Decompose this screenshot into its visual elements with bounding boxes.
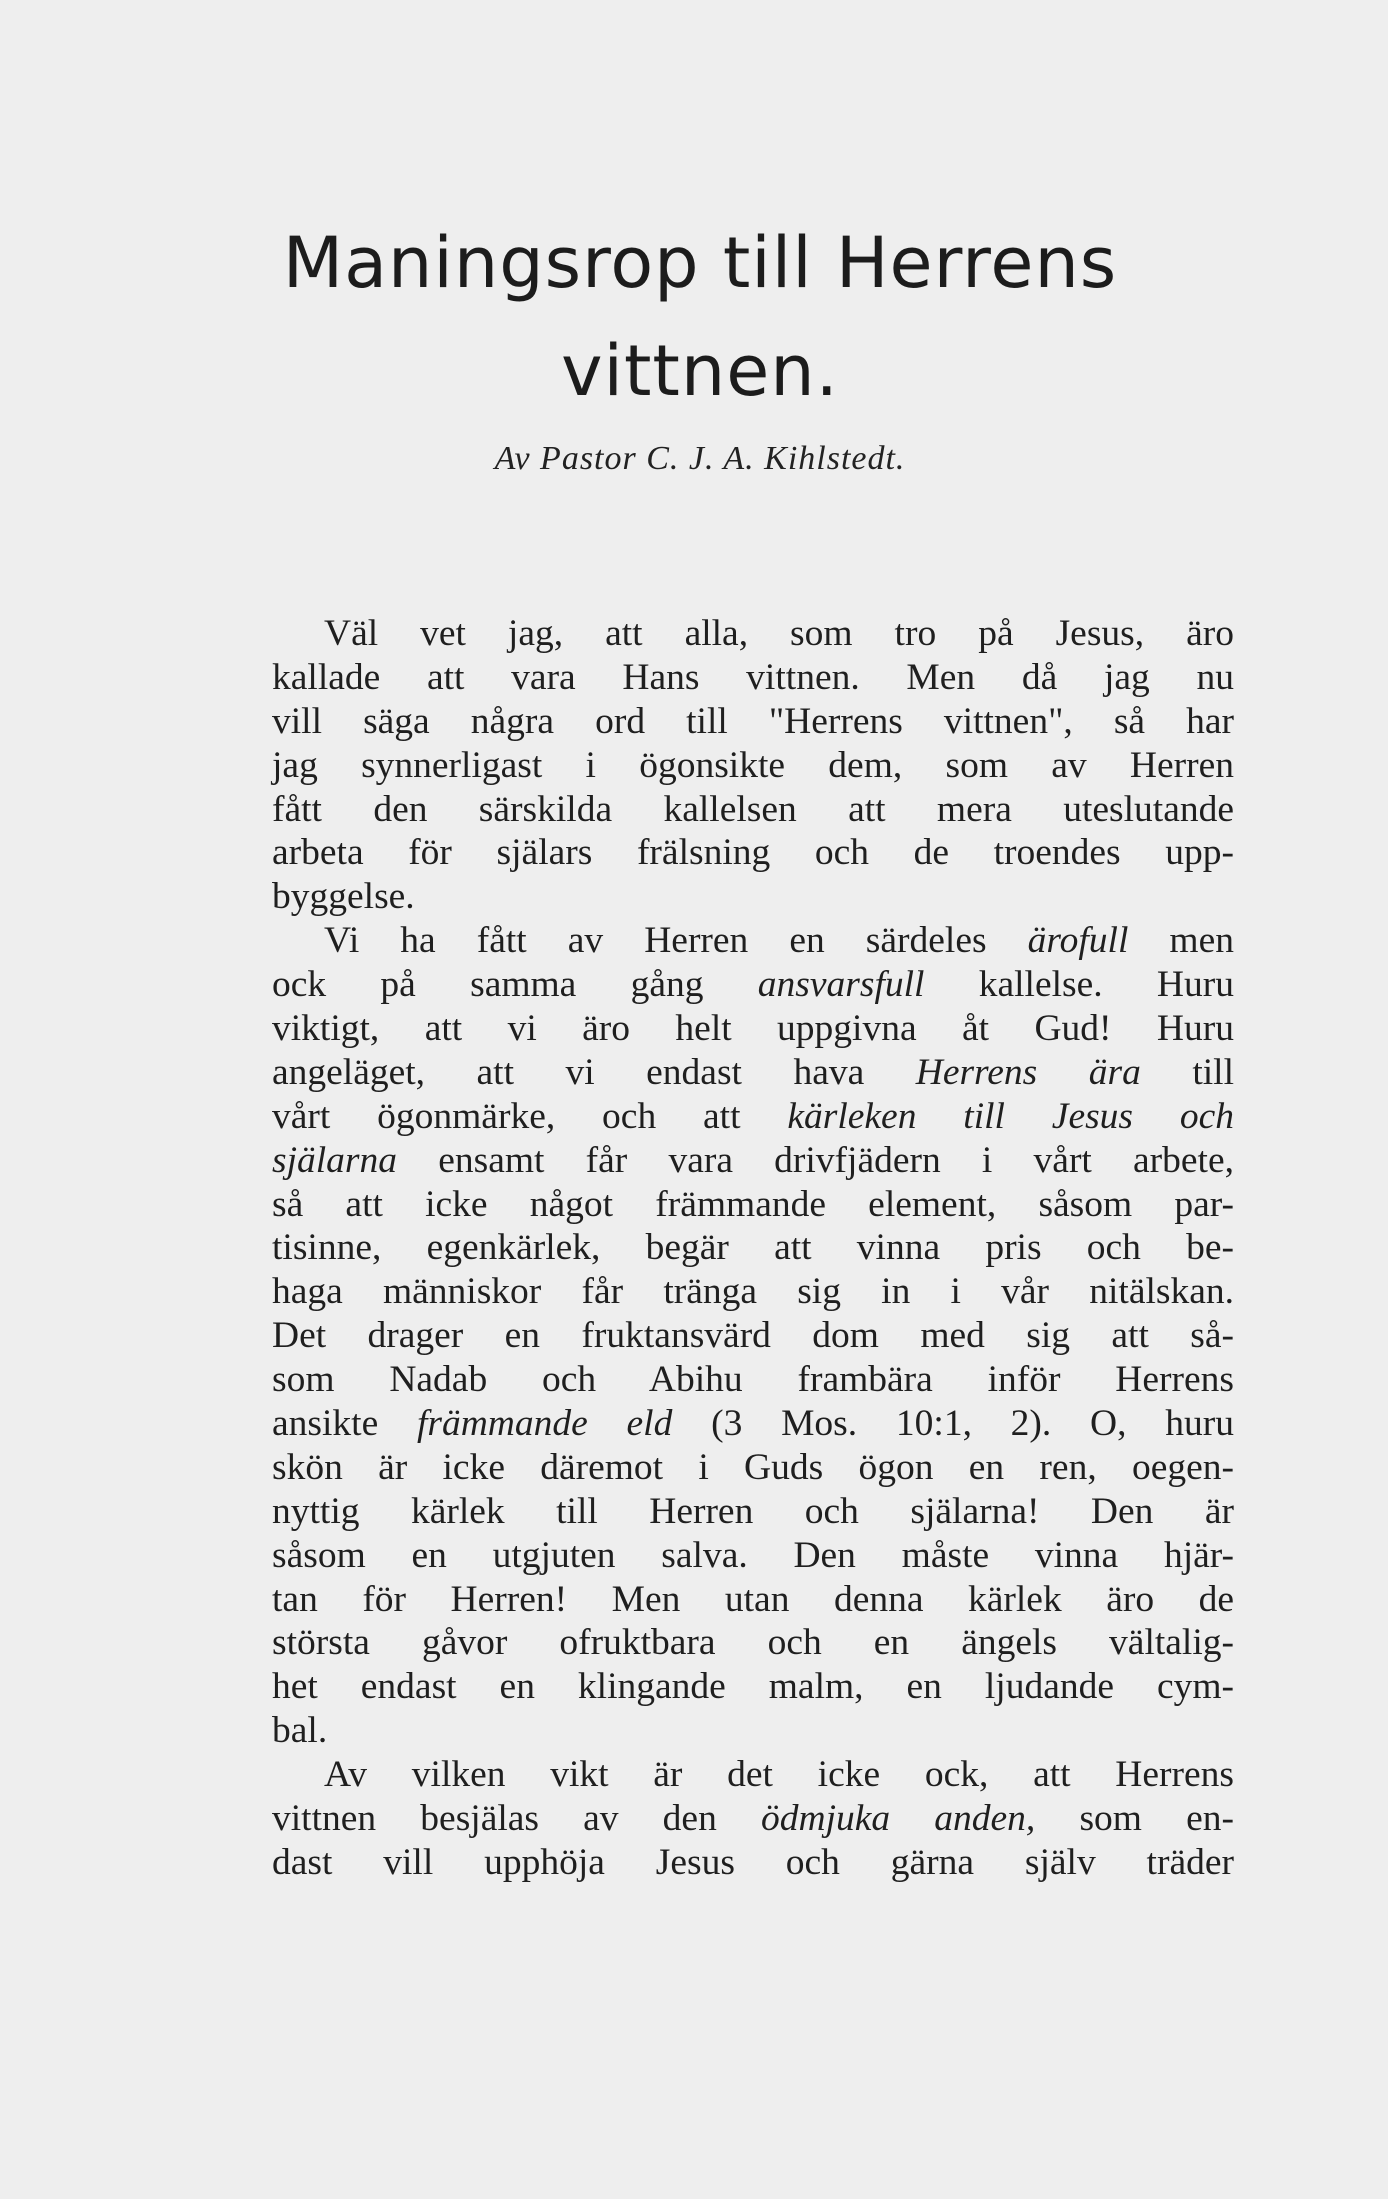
text-span: (3 Mos. 10:1, 2). O, huru	[672, 1403, 1234, 1445]
emphasized-text: ödmjuka anden,	[760, 1798, 1036, 1840]
text-line	[272, 963, 1234, 1007]
text-line	[272, 1753, 1234, 1797]
text-span: nyttig kärlek till Herren och själarna! Den är	[272, 1490, 1234, 1532]
text-span: arbeta för själars frälsning och de troendes upp-	[272, 832, 1234, 874]
text-span: skön är icke däremot i Guds ögon en ren, oegen-	[272, 1446, 1234, 1488]
text-line	[272, 700, 1234, 744]
text-span: Väl vet jag, att alla, som tro på Jesus, äro	[324, 613, 1234, 654]
text-line	[272, 1490, 1234, 1534]
text-line	[272, 1797, 1234, 1841]
text-line	[272, 612, 1234, 656]
text-line	[272, 1358, 1234, 1402]
text-line	[272, 1709, 1234, 1753]
text-line	[272, 1051, 1234, 1095]
text-line	[272, 1007, 1234, 1051]
text-line	[272, 1183, 1234, 1227]
text-line	[272, 1534, 1234, 1578]
text-line	[272, 1578, 1234, 1622]
text-span: till	[1140, 1051, 1234, 1093]
text-span: så att icke något främmande element, såsom par-	[272, 1183, 1234, 1225]
text-line	[272, 831, 1234, 875]
emphasized-text: främmande eld	[416, 1403, 673, 1445]
text-line	[272, 1226, 1234, 1270]
text-line	[272, 1270, 1234, 1314]
text-line	[272, 788, 1234, 832]
text-span: tan för Herren! Men utan denna kärlek äro de	[272, 1578, 1234, 1620]
text-line	[272, 1314, 1234, 1358]
text-span: såsom en utgjuten salva. Den måste vinna hjär-	[272, 1534, 1234, 1576]
text-span: jag synnerligast i ögonsikte dem, som av Herren	[272, 744, 1234, 786]
text-line	[272, 656, 1234, 700]
emphasized-text: ärofull	[1027, 920, 1129, 962]
text-span: angeläget, att vi endast hava	[272, 1051, 916, 1093]
emphasized-text: ansvarsfull	[757, 964, 925, 1006]
text-line	[272, 1621, 1234, 1665]
text-span: fått den särskilda kallelsen att mera uteslutande	[272, 788, 1234, 830]
text-line	[272, 875, 1234, 919]
text-span: vittnen besjälas av den	[272, 1798, 761, 1840]
text-span: vill säga några ord till "Herrens vittnen", så har	[272, 700, 1234, 742]
text-span: största gåvor ofruktbara och en ängels vältalig-	[272, 1622, 1234, 1664]
text-line	[272, 1446, 1234, 1490]
text-span: tisinne, egenkärlek, begär att vinna pris och be-	[272, 1227, 1234, 1269]
text-span: ansikte	[272, 1403, 417, 1445]
text-span: bal.	[272, 1710, 328, 1752]
text-line	[272, 1402, 1234, 1446]
text-span: byggelse.	[272, 876, 415, 918]
page-title-line-2: vittnen.	[561, 330, 839, 412]
text-span: vårt ögonmärke, och att	[272, 1095, 788, 1137]
text-span: dast vill upphöja Jesus och gärna själv träder	[272, 1841, 1234, 1883]
text-line	[272, 1139, 1234, 1183]
text-line	[272, 1665, 1234, 1709]
text-span: ensamt får vara drivfjädern i vårt arbete,	[397, 1139, 1234, 1181]
emphasized-text: Herrens ära	[915, 1051, 1141, 1093]
text-line	[272, 744, 1234, 788]
text-line	[272, 919, 1234, 963]
text-span: som Nadab och Abihu frambära inför Herrens	[272, 1359, 1234, 1401]
text-line	[272, 1841, 1234, 1885]
text-span: haga människor får tränga sig in i vår nitälskan.	[272, 1271, 1234, 1313]
emphasized-text: själarna	[272, 1139, 398, 1181]
text-span: kallelse. Huru	[924, 964, 1235, 1006]
text-span: kallade att vara Hans vittnen. Men då jag nu	[272, 656, 1234, 698]
text-span: Av vilken vikt är det icke ock, att Herrens	[324, 1754, 1234, 1796]
article-body	[272, 612, 1234, 1885]
text-span: viktigt, att vi äro helt uppgivna åt Gud! Huru	[272, 1008, 1234, 1050]
emphasized-text: kärleken till Jesus och	[787, 1095, 1235, 1137]
text-span: het endast en klingande malm, en ljudande cym-	[272, 1666, 1234, 1708]
text-span: Det drager en fruktansvärd dom med sig att så-	[272, 1315, 1234, 1357]
text-span: Vi ha fått av Herren en särdeles	[324, 920, 1028, 962]
text-span: men	[1128, 920, 1234, 962]
text-line	[272, 1095, 1234, 1139]
text-span: som en-	[1035, 1798, 1234, 1840]
page-title-line-1: Maningsrop till Herrens	[282, 222, 1118, 304]
author-byline: Av Pastor C. J. A. Kihlstedt.	[494, 440, 906, 477]
text-span: ock på samma gång	[272, 964, 758, 1006]
